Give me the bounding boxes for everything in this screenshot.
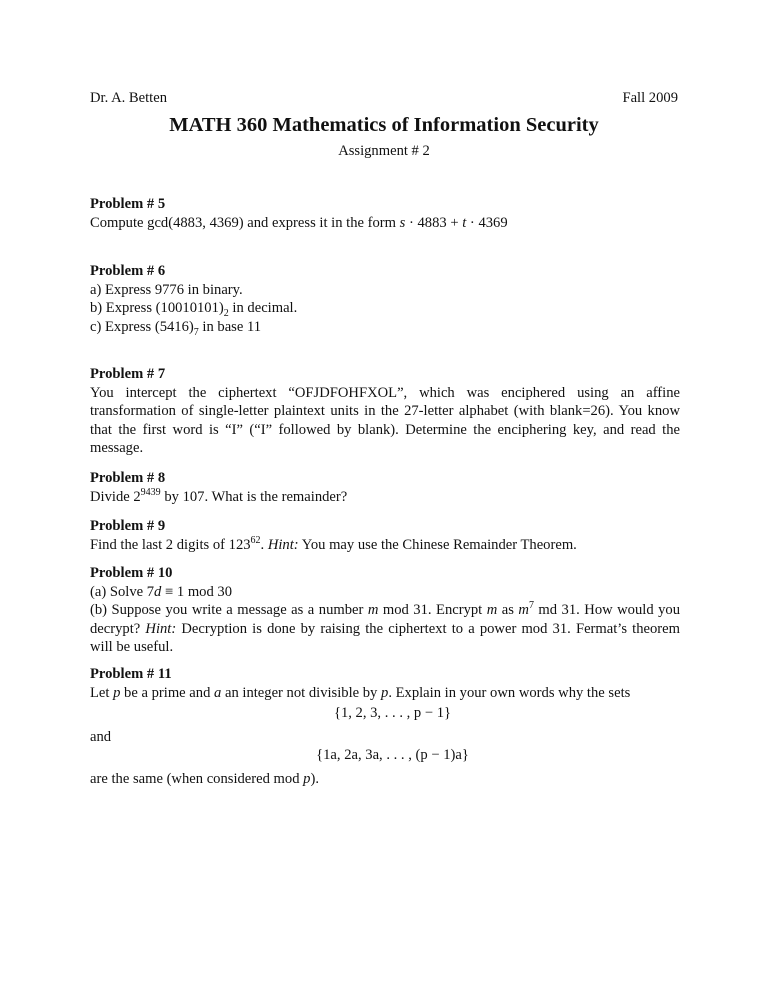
problem-6: [90, 262, 680, 336]
problem-11-title: Problem # 11: [90, 666, 172, 682]
problem-5-title: Problem # 5: [90, 196, 166, 212]
term-label: Fall 2009: [622, 90, 678, 106]
problem-11-text: Let p be a prime and a an integer not divisible by p. Explain in your own words why the sets: [90, 684, 631, 701]
problem-11-conclusion: are the same (when considered mod p).: [90, 770, 319, 787]
set-one: {1, 2, 3, . . . , p − 1}: [333, 705, 452, 721]
problem-7-title: Problem # 7: [90, 366, 166, 382]
problem-8: [90, 469, 680, 506]
course-title: MATH 360 Mathematics of Information Security: [169, 114, 599, 136]
problem-10-title: Problem # 10: [90, 565, 173, 581]
problem-11: [90, 665, 680, 788]
problem-8-title: Problem # 8: [90, 470, 166, 486]
problem-6-part-c: c) Express $(5416)_7$ in base 11: [90, 318, 262, 338]
problem-10: [90, 564, 680, 657]
problem-9-title: Problem # 9: [90, 518, 166, 534]
problem-8-text: Divide $2^{9439}$ by 107. What is the remainder?: [90, 486, 348, 505]
assignment-number: Assignment # 2: [338, 143, 430, 159]
instructor-name: Dr. A. Betten: [90, 90, 168, 106]
problem-5-text: Compute gcd(4883, 4369) and express it in the form s · 4883 + t · 4369: [90, 214, 508, 231]
problem-6-part-b: b) Express $(10010101)_2$ in decimal.: [90, 300, 298, 319]
problem-9-text: Find the last 2 digits of $123^{62}$. Hint: You may use the Chinese Remainder Theorem.: [90, 534, 577, 553]
problem-11-and: and: [90, 728, 112, 745]
problem-5: [90, 195, 680, 232]
problem-10-part-a: (a) Solve 7d ≡ 1 mod 30: [90, 583, 233, 600]
problem-7: [90, 365, 680, 458]
problem-7-text: You intercept the ciphertext “OFJDFOHFXOL”, which was enciphered using an affine transformation of single-letter plaintext units in the 27-letter alphabet (with blank=26). You know that the first word is “I” (“I” followed by blank). Determine the enciphering key, and read the message.: [90, 384, 680, 456]
problem-6-title: Problem # 6: [90, 263, 166, 279]
problem-6-part-a: a) Express 9776 in binary.: [90, 281, 243, 298]
problem-9: [90, 517, 680, 554]
problem-10-part-b: (b) Suppose you write a message as a number m mod 31. Encrypt m as $m^7$ md 31. How would you decrypt? Hint: Decryption is done by raising the ciphertext to a power mod 31. Fermat’s theorem will be useful.: [90, 600, 680, 655]
set-two: {1a, 2a, 3a, . . . , (p − 1)a}: [316, 747, 469, 763]
